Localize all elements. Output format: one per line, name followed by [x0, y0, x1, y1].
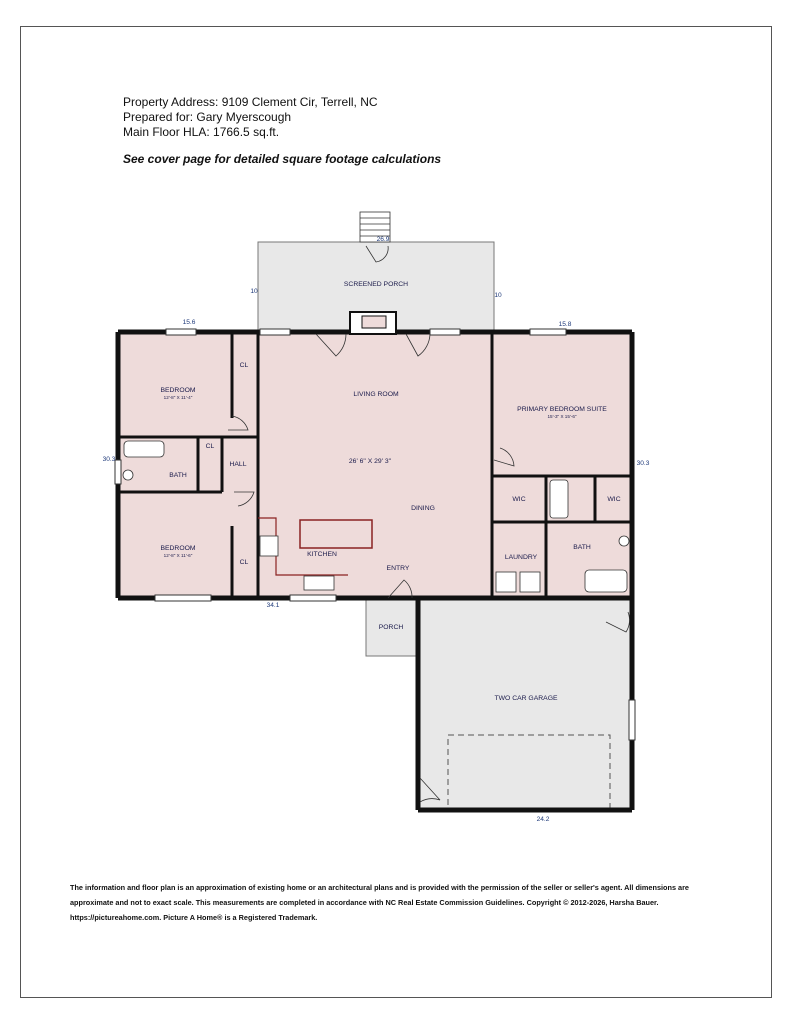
property-address: Property Address: 9109 Clement Cir, Terrell, NC	[123, 95, 378, 109]
living-room-dims: 26' 6" X 29' 3"	[348, 458, 392, 465]
porch-left-dim: 10	[250, 288, 258, 295]
kitchen-label: KITCHEN	[307, 551, 337, 558]
bathtub-icon	[124, 441, 164, 457]
kitchen-island	[300, 520, 372, 548]
porch-width-dim: 26.9	[376, 236, 390, 243]
closet3-label: CL	[239, 559, 249, 566]
closet1-label: CL	[239, 362, 249, 369]
entry-label: ENTRY	[386, 565, 410, 572]
garage-width-dim: 24.2	[536, 816, 550, 823]
garage-fill	[418, 598, 632, 810]
bedroom-width-dim: 15.6	[182, 319, 196, 326]
right-depth-dim: 30.3	[636, 460, 650, 467]
main-floor-hla: Main Floor HLA: 1766.5 sq.ft.	[123, 125, 280, 139]
primary-toilet-icon	[619, 536, 629, 546]
primary-suite-label: PRIMARY BEDROOM SUITE	[517, 406, 607, 413]
vanity-icon	[550, 480, 568, 518]
bedroom1-dims: 12'-8" X 11'-4"	[163, 395, 193, 400]
porch-right-dim: 10	[494, 292, 502, 299]
hall-label: HALL	[229, 461, 247, 468]
square-footage-note: See cover page for detailed square footage calculations	[123, 152, 442, 166]
bath-label: BATH	[169, 472, 187, 479]
sink-icon	[304, 576, 334, 590]
bedroom1-label: BEDROOM	[160, 387, 196, 394]
primary-bath-label: BATH	[573, 544, 591, 551]
range-icon	[260, 536, 278, 556]
living-room-label: LIVING ROOM	[353, 391, 399, 398]
primary-bathtub-icon	[585, 570, 627, 592]
dryer-icon	[520, 572, 540, 592]
toilet-icon	[123, 470, 133, 480]
closet2-label: CL	[205, 443, 215, 450]
left-depth-dim: 30.3	[102, 456, 116, 463]
laundry-label: LAUNDRY	[504, 554, 538, 561]
screened-porch-label: SCREENED PORCH	[343, 281, 409, 288]
fireplace-hearth	[362, 316, 386, 328]
washer-icon	[496, 572, 516, 592]
primary-suite-dims: 15'-3" X 15'-6"	[547, 414, 577, 419]
primary-width-dim: 15.8	[558, 321, 572, 328]
bedroom2-dims: 12'-8" X 11'-6"	[163, 553, 193, 558]
prepared-for: Prepared for: Gary Myerscough	[123, 110, 292, 124]
garage-label: TWO CAR GARAGE	[494, 695, 558, 702]
bottom-width-dim: 34.1	[266, 602, 280, 609]
disclaimer-text: The information and floor plan is an approximation of existing home or an architectural plans and is provided with the permission of the seller or seller's agent. All dimensions are approximate and not to exact scale. This measurements are completed in accordance with NC Real Estate Commission Guidelines. Copyright © 2012-2026, Harsha Bauer. https://pictureahome.com. Picture A Home® is a Registered Trademark.	[70, 883, 689, 922]
dining-label: DINING	[411, 505, 435, 512]
wic1-label: WIC	[512, 496, 526, 503]
wic2-label: WIC	[607, 496, 621, 503]
porch-label: PORCH	[378, 624, 404, 631]
bedroom2-label: BEDROOM	[160, 545, 196, 552]
